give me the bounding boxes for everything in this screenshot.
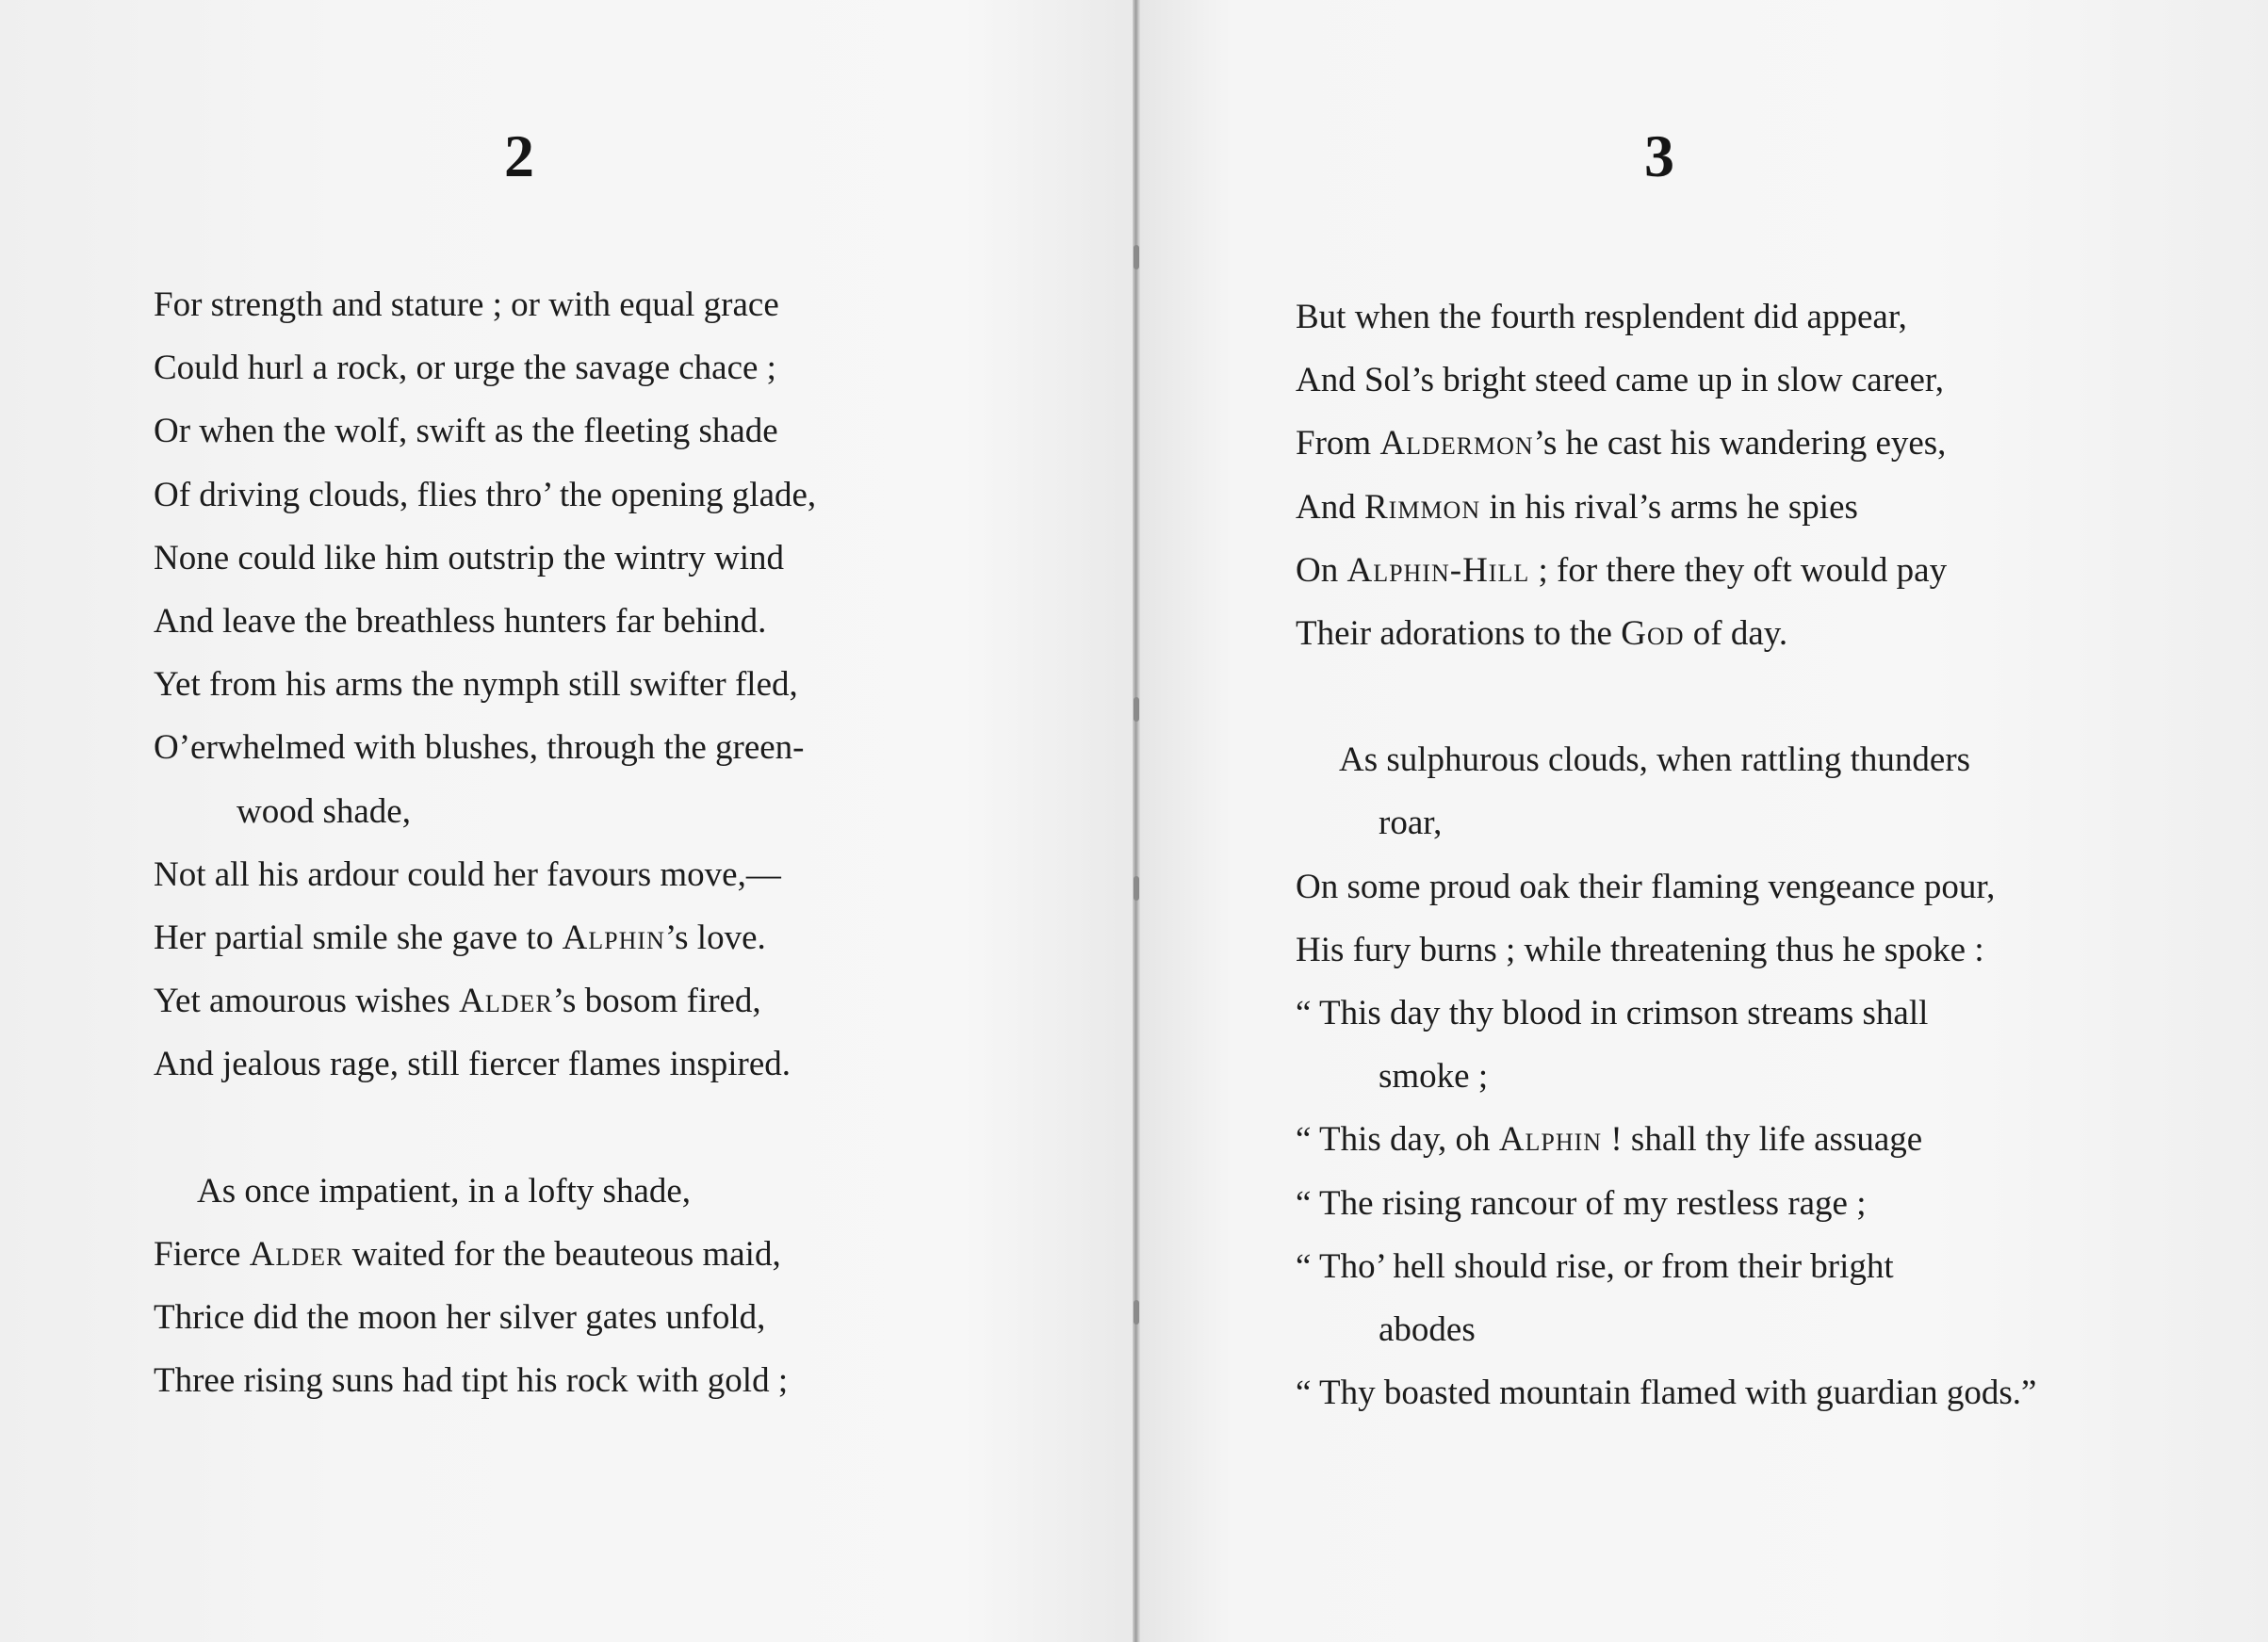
proper-name: Alder	[459, 982, 553, 1021]
verse-line: And leave the breathless hunters far behind.	[154, 602, 767, 642]
verse-line: None could like him outstrip the wintry wind	[154, 538, 784, 577]
proper-name: Alphin	[562, 919, 665, 958]
stanza-break	[154, 1097, 816, 1160]
page-number-left: 2	[504, 122, 534, 189]
verse-text: of day.	[1684, 614, 1788, 654]
verse-text: ! shall thy life assuage	[1602, 1120, 1923, 1160]
proper-name: Alder	[249, 1234, 344, 1274]
verse-line: For strength and stature ; or with equal grace	[154, 285, 779, 324]
verse-line: Of driving clouds, flies thro’ the opening glade,	[154, 475, 817, 514]
verse-line: And jealous rage, still fiercer flames inspired.	[154, 1045, 791, 1084]
verse-line	[1296, 539, 2036, 602]
verse-line: Thrice did the moon her silver gates unfold,	[154, 1298, 766, 1338]
verse-text: Her partial smile she gave to	[154, 919, 563, 958]
verse-text: Fierce	[154, 1234, 250, 1274]
verse-text: And	[1296, 487, 1364, 527]
proper-name: Aldermon	[1379, 424, 1534, 463]
verse-line	[154, 1223, 816, 1286]
verse-line	[1296, 602, 2036, 665]
proper-name: God	[1621, 614, 1685, 654]
verse-text: ; for there they oft would pay	[1529, 550, 1948, 590]
verse-text: in his rival’s arms he spies	[1480, 487, 1858, 527]
verse-line: Could hurl a rock, or urge the savage chace ;	[154, 349, 776, 388]
verse-text: ’s bosom fired,	[552, 982, 761, 1021]
verse-line	[154, 906, 816, 969]
verse-line: His fury burns ; while threatening thus he spoke :	[1296, 930, 1984, 969]
binding-stitch	[1134, 245, 1139, 269]
verse-text: From	[1296, 424, 1380, 463]
binding-stitch	[1134, 697, 1139, 722]
verse-text: Their adorations to the	[1296, 614, 1622, 654]
verse-text: Yet amourous wishes	[154, 982, 460, 1021]
verse-line: And Sol’s bright steed came up in slow career,	[1296, 361, 1944, 400]
right-verse-block	[1296, 285, 2036, 1424]
verse-line: Not all his ardour could her favours move,—	[154, 854, 781, 894]
proper-name: Alphin	[1498, 1120, 1603, 1160]
verse-line: O’erwhelmed with blushes, through the green-	[154, 728, 805, 768]
proper-name: Rimmon	[1363, 487, 1481, 527]
verse-line: As once impatient, in a lofty shade,	[197, 1171, 692, 1211]
binding-stitch	[1134, 1300, 1139, 1325]
stanza-break	[1296, 665, 2036, 728]
verse-line: wood shade,	[237, 791, 411, 831]
verse-line: As sulphurous clouds, when rattling thunders	[1339, 740, 1971, 780]
right-page	[1140, 0, 2268, 1642]
verse-line: “ This day thy blood in crimson streams shall	[1296, 994, 1929, 1033]
verse-line	[1296, 476, 2036, 539]
verse-line: On some proud oak their flaming vengeance pour,	[1296, 867, 1996, 906]
verse-line: “ Thy boasted mountain flamed with guardian gods.”	[1296, 1374, 2037, 1413]
verse-line: Or when the wolf, swift as the fleeting shade	[154, 412, 778, 451]
verse-line: Yet from his arms the nymph still swifter fled,	[154, 665, 798, 705]
proper-name: Alphin-Hill	[1346, 550, 1530, 590]
verse-line: But when the fourth resplendent did appear,	[1296, 298, 1907, 336]
verse-line: smoke ;	[1379, 1057, 1489, 1097]
verse-line: “ The rising rancour of my restless rage ;	[1296, 1183, 1867, 1223]
verse-text: “ This day, oh	[1296, 1120, 1499, 1160]
verse-text: On	[1296, 550, 1347, 590]
left-verse-block	[154, 273, 816, 1412]
verse-text: ’s love.	[664, 919, 766, 958]
verse-text: ’s he cast his wandering eyes,	[1533, 424, 1947, 463]
verse-line	[154, 969, 816, 1032]
binding-stitch	[1134, 876, 1139, 901]
page-number-right: 3	[1644, 122, 1674, 189]
verse-line: roar,	[1379, 804, 1443, 843]
verse-line	[1296, 1108, 2036, 1171]
verse-text: waited for the beauteous maid,	[343, 1234, 781, 1274]
verse-line: Three rising suns had tipt his rock with gold ;	[154, 1361, 789, 1401]
verse-line: “ Tho’ hell should rise, or from their bright	[1296, 1246, 1894, 1286]
verse-line	[1296, 412, 2036, 475]
verse-line: abodes	[1379, 1310, 1476, 1350]
